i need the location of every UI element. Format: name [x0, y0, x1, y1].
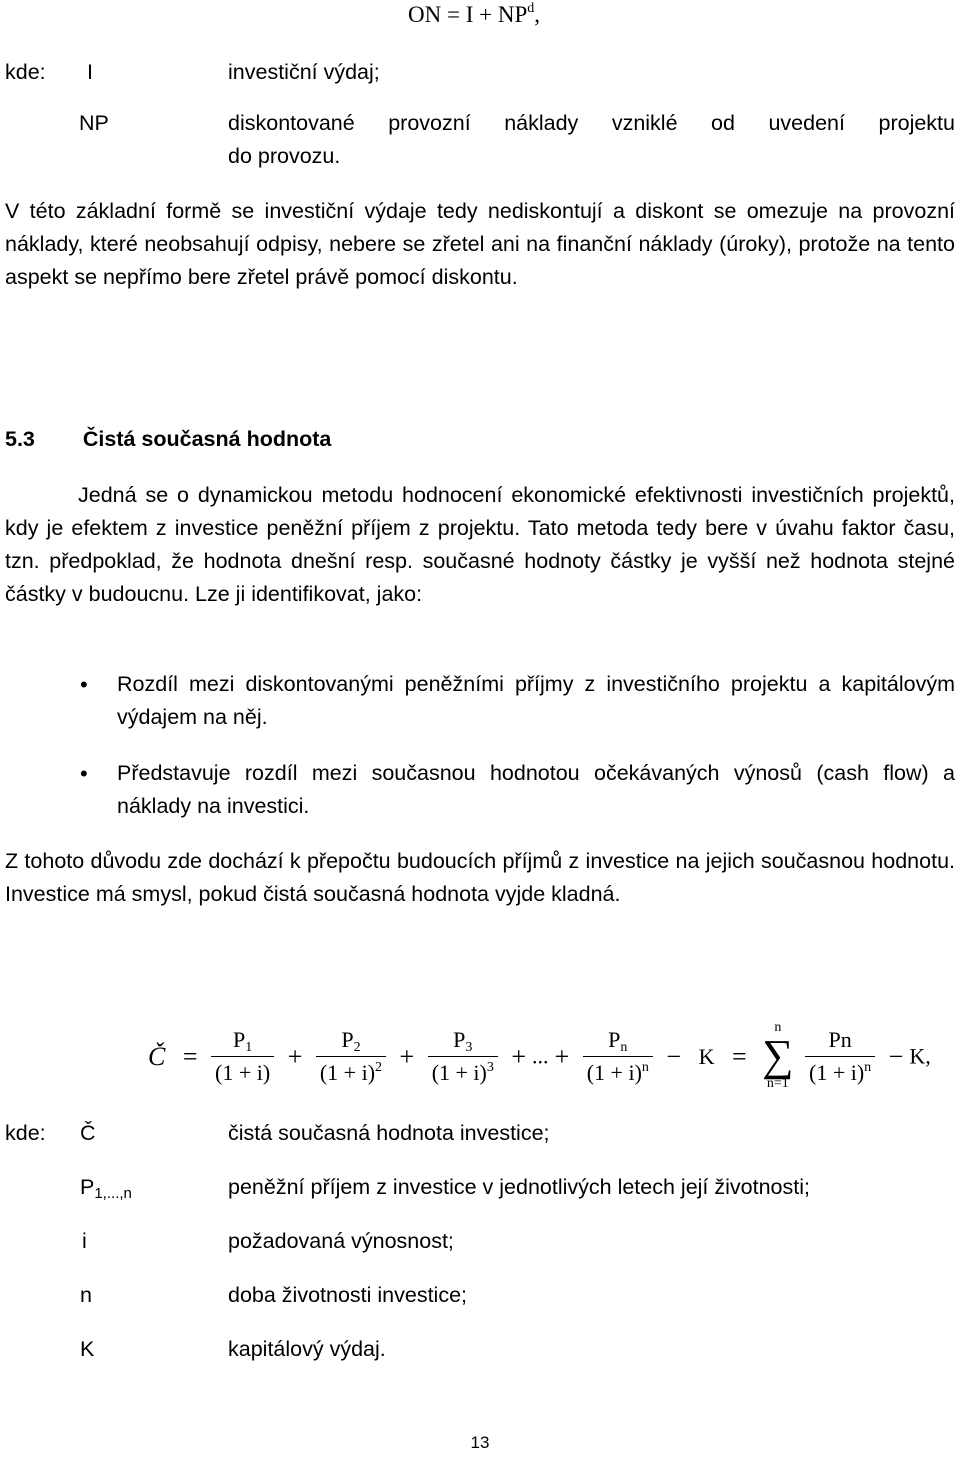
paragraph-1: V této základní formě se investiční výdaje tedy nediskontují a diskont se omezuje na provozní náklady, které neobsahují odpisy, nebere se zřetel ani na finanční náklady (úroky), protože na tento aspekt se nepřímo bere zřetel právě pomocí diskontu.: [5, 199, 955, 289]
bullet-text-2: Představuje rozdíl mezi současnou hodnotou očekávaných výnosů (cash flow) a náklady na investici.: [117, 761, 955, 818]
paragraph-2: Jedná se o dynamickou metodu hodnocení ekonomické efektivnosti investičních projektů, kdy je efektem z investice peněžní příjem z projektu. Tato metoda tedy bere v úvahu faktor času, tzn. předpoklad, že hodnota dnešní resp. současné hodnoty částky je vyšší než hodnota stejné částky v budoucnu. Lze ji identifikovat, jako:: [5, 483, 955, 606]
sigma-sum: n ∑ n=1: [762, 1020, 794, 1091]
fraction-p3: $\frac{P_3}{(1 + i)^3}$: [428, 1024, 498, 1089]
bullet-dot: •: [80, 672, 88, 697]
defs2-symbol-p: $P_{1,...,n}$: [80, 1175, 132, 1202]
section-number: 5.3: [5, 427, 35, 451]
defs2-text-k: kapitálový výdaj.: [228, 1337, 386, 1361]
defs2-symbol-n: n: [80, 1283, 92, 1307]
defs1-text-i: investiční výdaj;: [228, 60, 380, 84]
defs1-text-np-line1: diskontované provozní náklady vzniklé od uvedení projektu: [228, 111, 955, 135]
fraction-p1: $\frac{P_1}{(1 + i)}$: [211, 1024, 274, 1089]
defs2-text-i: požadovaná výnosnost;: [228, 1229, 454, 1253]
formula-npv: Č = $\frac{P_1}{(1 + i)}$ + $\frac{P_2}{(1 + i)^2}$ + $\frac{P_3}{(1 + i)^3}$ + ... + $\frac{P_n}{(1 + i)^n}$ − K = n ∑ n=1 $\frac{Pn}{(1 + i)^n}$ − K,: [148, 1020, 931, 1091]
bullet-dot: •: [80, 761, 88, 786]
defs2-label: kde:: [5, 1121, 46, 1145]
defs2-text-c: čistá současná hodnota investice;: [228, 1121, 550, 1145]
fraction-sum: $\frac{Pn}{(1 + i)^n}$: [805, 1024, 875, 1089]
defs2-symbol-i: i: [82, 1229, 87, 1253]
defs2-text-p: peněžní příjem z investice v jednotlivých letech její životnosti;: [228, 1175, 810, 1199]
page-number: 13: [470, 1433, 490, 1452]
defs2-symbol-c: Č: [80, 1121, 96, 1145]
defs1-label: kde:: [5, 60, 46, 84]
defs2-symbol-k: K: [80, 1337, 95, 1361]
defs1-symbol-i: I: [87, 60, 93, 84]
formula-on: ON = $I + NP^d$,: [408, 1, 541, 27]
bullet-item-2: [0, 757, 960, 827]
paragraph-3: Z tohoto důvodu zde dochází k přepočtu budoucích příjmů z investice na jejich současnou hodnotu. Investice má smysl, pokud čistá současná hodnota vyjde kladná.: [5, 849, 955, 906]
bullet-text-1: Rozdíl mezi diskontovanými peněžními příjmy z investičního projektu a kapitálovým výdajem na něj.: [117, 672, 955, 729]
defs1-text-np-line2: do provozu.: [228, 144, 341, 168]
section-heading: [5, 423, 331, 456]
defs1-symbol-np: NP: [79, 111, 109, 135]
fraction-pn: $\frac{P_n}{(1 + i)^n}$: [583, 1024, 653, 1089]
bullet-item-1: [0, 668, 960, 738]
fraction-p2: $\frac{P_2}{(1 + i)^2}$: [316, 1024, 386, 1089]
section-title: Čistá současná hodnota: [82, 427, 332, 451]
defs2-text-n: doba životnosti investice;: [228, 1283, 468, 1307]
